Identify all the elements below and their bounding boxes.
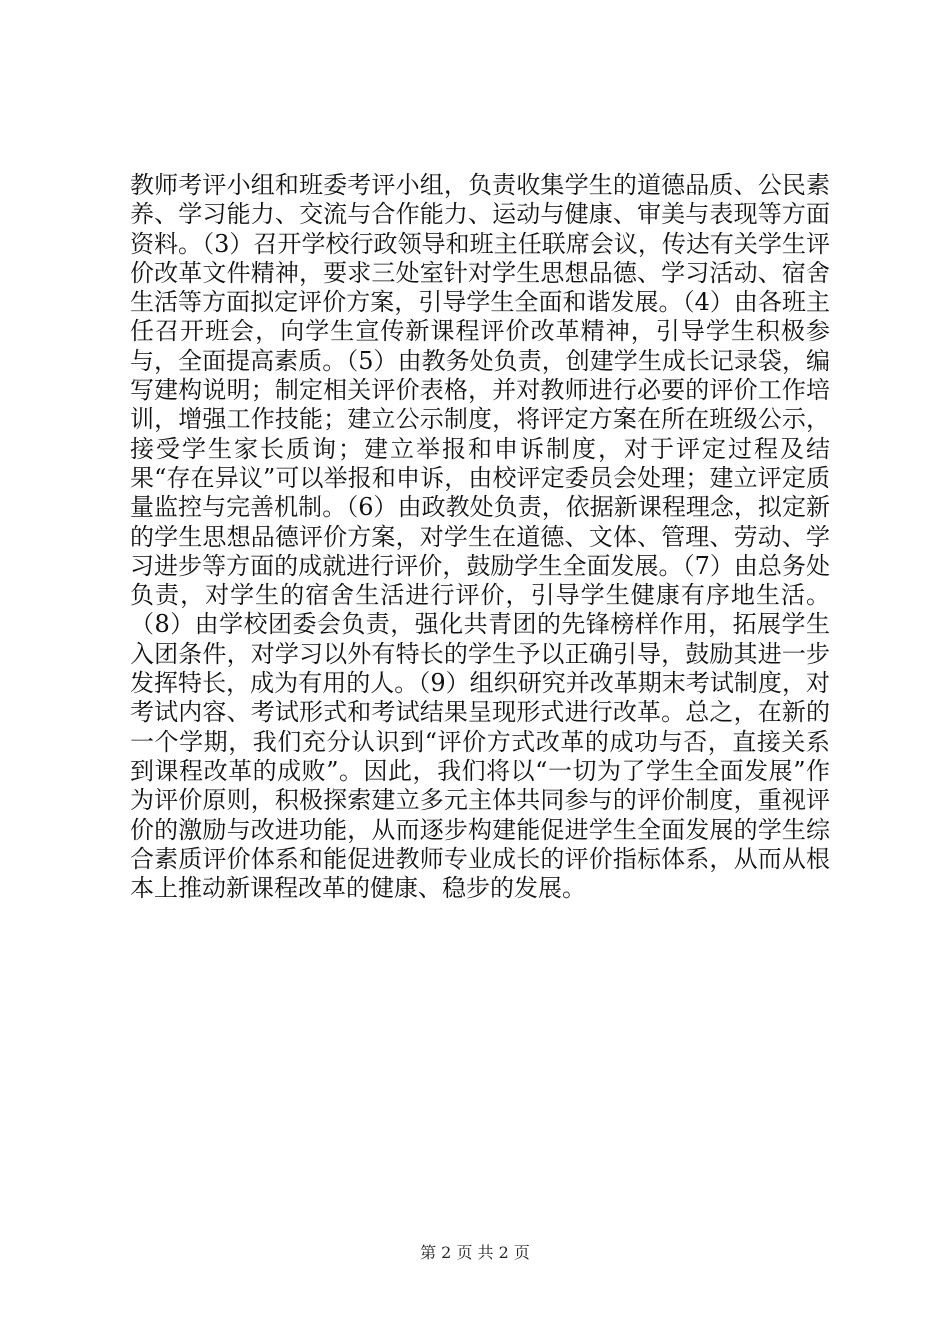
- document-body-paragraph: 教师考评小组和班委考评小组，负责收集学生的道德品质、公民素养、学习能力、交流与合作能力、运动与健康、审美与表现等方面资料。（3）召开学校行政领导和班主任联席会议，传达有关学生评价改革文件精神，要求三处室针对学生思想品德、学习活动、宿舍生活等方面拟定评价方案，引导学生全面和谐发展。（4）由各班主任召开班会，向学生宣传新课程评价改革精神，引导学生积极参与，全面提高素质。（5）由教务处负责，创建学生成长记录袋，编写建构说明；制定相关评价表格，并对教师进行必要的评价工作培训，增强工作技能；建立公示制度，将评定方案在所在班级公示，接受学生家长质询；建立举报和申诉制度，对于评定过程及结果“存在异议”可以举报和申诉，由校评定委员会处理；建立评定质量监控与完善机制。（6）由政教处负责，依据新课程理念，拟定新的学生思想品德评价方案，对学生在道德、文体、管理、劳动、学习进步等方面的成就进行评价，鼓励学生全面发展。（7）由总务处负责，对学生的宿舍生活进行评价，引导学生健康有序地生活。（8）由学校团委会负责，强化共青团的先锋榜样作用，拓展学生入团条件，对学习以外有特长的学生予以正确引导，鼓励其进一步发挥特长，成为有用的人。（9）组织研究并改革期末考试制度，对考试内容、考试形式和考试结果呈现形式进行改革。总之，在新的一个学期，我们充分认识到“评价方式改革的成功与否，直接关系到课程改革的成败”。因此，我们将以“一切为了学生全面发展”作为评价原则，积极探索建立多元主体共同参与的评价制度，重视评价的激励与改进功能，从而逐步构建能促进学生全面发展的学生综合素质评价体系和能促进教师专业成长的评价指标体系，从而从根本上推动新课程改革的健康、稳步的发展。: [130, 171, 830, 903]
- page-footer-number: 第 2 页 共 2 页: [420, 1243, 530, 1262]
